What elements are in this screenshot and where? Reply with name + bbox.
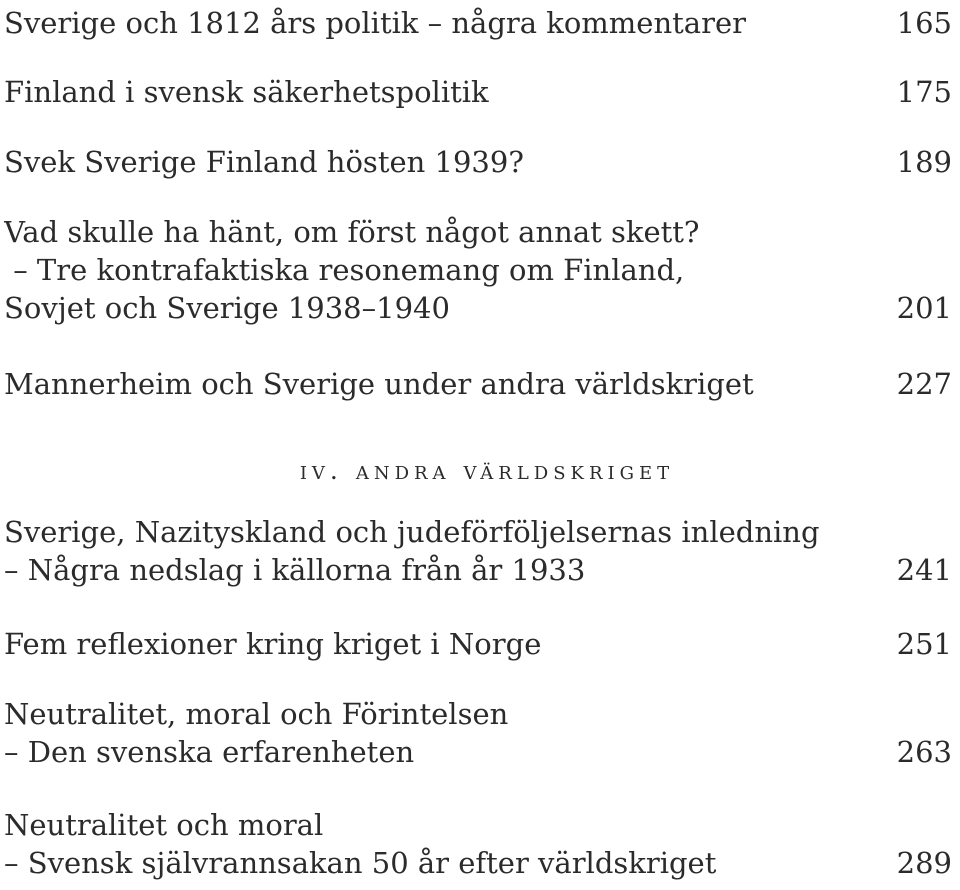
toc-entry [4,365,952,403]
toc-entry-subtitle: – Svensk självrannsakan 50 år efter världskriget [4,846,717,880]
toc-page-number: 227 [896,367,952,401]
toc-line [4,251,952,289]
toc-page-number: 175 [896,75,952,109]
toc-entry [4,143,952,181]
toc-entry [4,806,952,882]
toc-line [4,551,952,589]
toc-entry-subtitle: Sovjet och Sverige 1938–1940 [4,291,450,325]
toc-entry-title: Mannerheim och Sverige under andra världskriget [4,367,754,401]
toc-line [4,213,952,251]
toc-line [4,289,952,327]
section-heading: iv. andra världskriget [299,456,675,485]
toc-line [4,4,952,42]
toc-line [4,733,952,771]
toc-entry [4,513,952,589]
toc-page-number: 263 [896,735,952,769]
toc-line [4,844,952,882]
toc-page-number: 241 [896,553,952,587]
toc-page-number: 289 [896,846,952,880]
toc-entry [4,695,952,771]
toc-line [4,73,952,111]
toc-line [4,143,952,181]
toc-entry [4,4,952,42]
toc-page-number: 189 [896,145,952,179]
toc-line [4,513,952,551]
toc-line [4,625,952,663]
toc-entry-title: Neutralitet, moral och Förintelsen [4,697,509,731]
toc-line [4,695,952,733]
toc-entry-title: Neutralitet och moral [4,808,324,842]
toc-entry [4,213,952,327]
toc-entry-subtitle: – Den svenska erfarenheten [4,735,415,769]
toc-entry-title: Svek Sverige Finland hösten 1939? [4,145,524,179]
toc-entry [4,625,952,663]
toc-line [4,365,952,403]
toc-entry-subtitle: – Några nedslag i källorna från år 1933 [4,553,586,587]
toc-page-number: 201 [896,291,952,325]
toc-entry-title: Sverige och 1812 års politik – några kommentarer [4,6,746,40]
toc-entry-title: Finland i svensk säkerhetspolitik [4,75,489,109]
toc-page-number: 165 [896,6,952,40]
toc-entry-title: Sverige, Nazityskland och judeförföljelsernas inledning [4,515,820,549]
toc-entry [4,73,952,111]
toc-page-number: 251 [896,627,952,661]
toc-entry-subtitle: – Tre kontrafaktiska resonemang om Finland, [4,253,685,287]
toc-entry-title: Vad skulle ha hänt, om först något annat skett? [4,215,700,249]
toc-line [4,806,952,844]
toc-entry-title: Fem reflexioner kring kriget i Norge [4,627,542,661]
